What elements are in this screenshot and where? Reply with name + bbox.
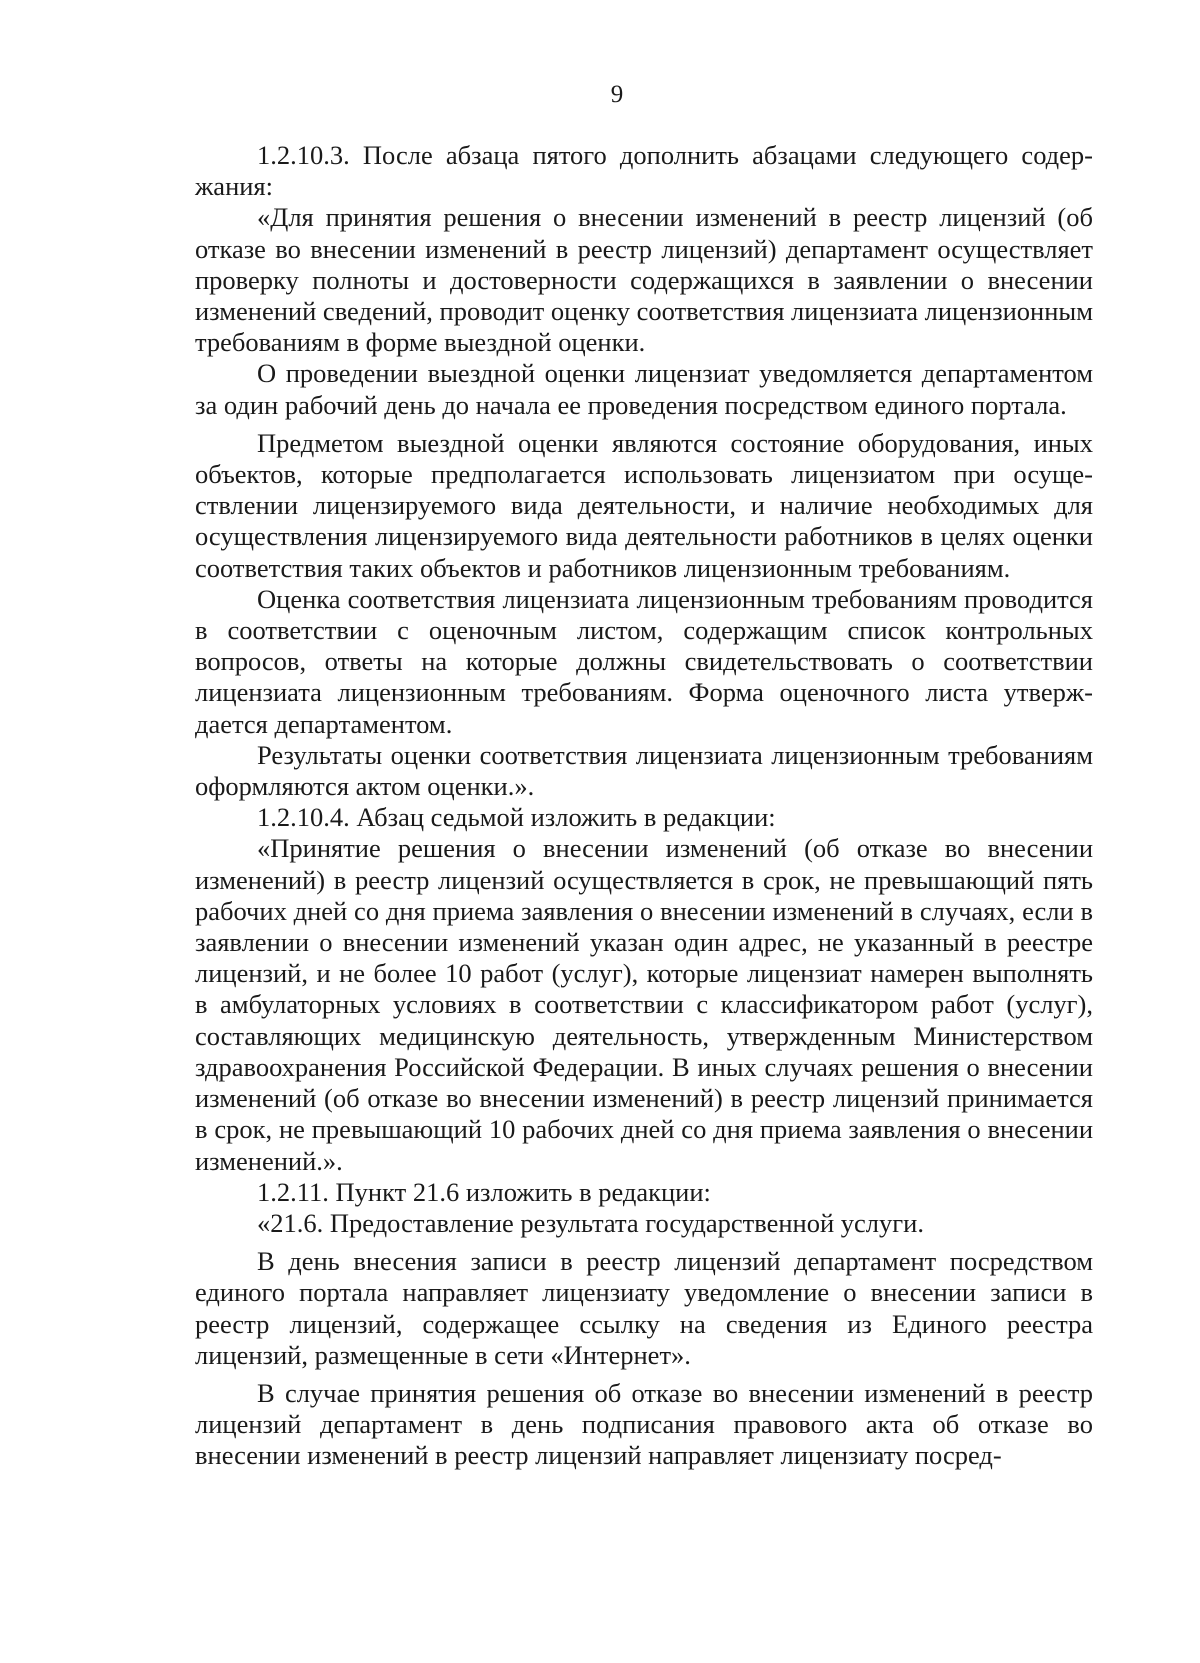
paragraph: В случае принятия решения об отказе во внесении изменений в реестр лицензий департамент в день подписания правового акта об отказе во внесении изменений в реестр лицензий направляет лицензиату посред- [195, 1377, 1093, 1471]
paragraph: «Для принятия решения о внесении изменений в реестр лицензий (об отказе во внесении изменений в реестр лицензий) департамент осуществляет проверку полноты и достоверности содержащихся в заявлении о внесении изменений сведений, проводит оценку соответствия лицензиата лицензионным требованиям в форме выездной оценки. [195, 202, 1093, 358]
paragraph: Оценка соответствия лицензиата лицензионным требованиям проводится в соответствии с оценочным листом, содержащим список контрольных вопросов, ответы на которые должны свидетельствовать о соответствии лицензиата лицензионным требованиям. Форма оценочного листа утверждается департаментом. [195, 583, 1093, 739]
paragraph: Результаты оценки соответствия лицензиата лицензионным требованиям оформляются актом оценки.». [195, 739, 1093, 802]
document-body [195, 140, 1093, 1472]
paragraph: 1.2.11. Пункт 21.6 изложить в редакции: [257, 1176, 711, 1207]
paragraph: В день внесения записи в реестр лицензий департамент посредством единого портала направляет лицензиату уведомление о внесении записи в реестр лицензий, содержащее ссылку на сведения из Единого реестра лицензий, размещенные в сети «Интернет». [195, 1246, 1093, 1370]
paragraph: 1.2.10.4. Абзац седьмой изложить в редакции: [257, 802, 776, 833]
paragraph: 1.2.10.3. После абзаца пятого дополнить абзацами следующего содержания: [195, 140, 1093, 202]
page-number: 9 [610, 81, 624, 108]
paragraph: О проведении выездной оценки лицензиат уведомляется департаментом за один рабочий день до начала ее проведения посредством единого портала. [195, 358, 1093, 420]
paragraph: «21.6. Предоставление результата государственной услуги. [257, 1207, 924, 1238]
paragraph: «Принятие решения о внесении изменений (об отказе во внесении изменений) в реестр лицензий осуществляется в срок, не превышающий пять рабочих дней со дня приема заявления о внесении изменений в случаях, если в заявлении о внесении изменений указан один адрес, не указанный в реестре лицензий, и не более 10 работ (услуг), которые лицензиат намерен выполнять в амбулаторных условиях в соответствии с классификатором работ (услуг), составляющих медицинскую деятельность, утвержденным Министерством здравоохранения Российской Федерации. В иных случаях решения о внесении изменений (об отказе во внесении изменений) в реестр лицензий принимается в срок, не превышающий 10 рабочих дней со дня приема заявления о внесении изменений.». [195, 833, 1093, 1176]
paragraph: Предметом выездной оценки являются состояние оборудования, иных объектов, которые предполагается использовать лицензиатом при осуществлении лицензируемого вида деятельности, и наличие необходимых для осуществления лицензируемого вида деятельности работников в целях оценки соответствия таких объектов и работников лицензионным требованиям. [195, 427, 1093, 583]
